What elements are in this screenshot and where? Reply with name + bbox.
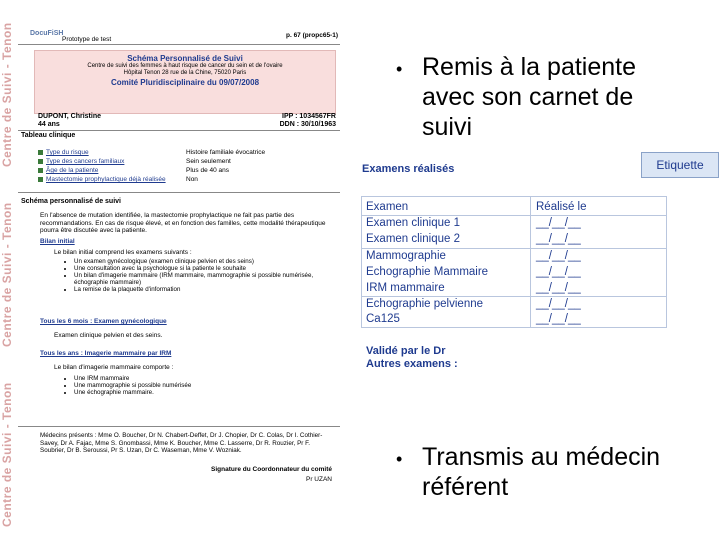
bullet-transmis — [396, 442, 716, 508]
table-row — [362, 296, 666, 312]
section-divider — [18, 192, 340, 193]
exam-date[interactable]: __/__/__ — [536, 266, 581, 278]
watermark-text: Centre de Suivi - Tenon — [0, 22, 14, 168]
table-row — [362, 311, 666, 327]
validation-block — [366, 345, 458, 371]
bullet-icon — [38, 150, 43, 155]
list-item: • Un examen gynécologique (examen clinique pelvien et des seins) — [74, 258, 330, 265]
annuel-list — [40, 375, 330, 396]
clinical-label[interactable]: Type des cancers familiaux — [46, 158, 125, 165]
annuel-section — [40, 350, 330, 396]
list-item: • Un bilan d'imagerie mammaire (IRM mammaire, mammographie si possible numérisée, échographie mammaire) — [74, 272, 330, 286]
exam-name: Examen clinique 1 — [366, 217, 460, 229]
patient-ipp: IPP : 1034567FR — [282, 113, 336, 120]
schema-document — [18, 28, 340, 533]
autres-examens-label: Autres examens : — [366, 358, 458, 370]
clinical-list — [38, 148, 338, 184]
watermark-text: Centre de Suivi - Tenon — [0, 382, 14, 528]
medecins-presents: Médecins présents : Mme O. Boucher, Dr N. Chabert-Deffet, Dr J. Chopier, Dr C. Colas, Dr I. Cothier-Savey, Dr A. Fajac, Mme S. Gnombassi, Mme K. Boucher, Mme C. Lasserre, Dr R. Rouzier, Pr F. Soubrier, Dr B. Seroussi, Pr S. Uzan, Dr C. Waseman, Mme V. Wozniak. — [40, 432, 323, 454]
exam-date[interactable]: __/__/__ — [536, 313, 581, 325]
clinical-value: Plus de 40 ans — [186, 167, 230, 174]
six-mois-title[interactable]: Tous les 6 mois : Examen gynécologique — [40, 318, 167, 325]
footer-divider — [18, 426, 340, 427]
exam-name: IRM mammaire — [366, 282, 445, 294]
bullet-remis — [396, 52, 716, 148]
clinical-value: Sein seulement — [186, 158, 231, 165]
exam-date[interactable]: __/__/__ — [536, 233, 581, 245]
table-row — [362, 231, 666, 247]
bullet-icon: • — [396, 449, 403, 469]
page-reference: p. 67 (propc65-1) — [285, 32, 338, 39]
bullet-text: Remis à la patiente avec son carnet de suivi — [422, 53, 637, 141]
exam-name: Examen clinique 2 — [366, 233, 460, 245]
bilan-title[interactable]: Bilan initial — [40, 238, 75, 245]
clinical-item — [38, 166, 338, 175]
bullet-text: Transmis au médecin référent — [422, 443, 661, 501]
schema-header-box — [34, 50, 336, 114]
list-item: • Une mammographie si possible numérisée — [74, 382, 330, 389]
list-item: • Une IRM mammaire — [74, 375, 330, 382]
list-item: • La remise de la plaquette d'information — [74, 286, 330, 293]
bullet-icon — [38, 168, 43, 173]
six-mois-section — [40, 318, 330, 339]
watermark-text: Centre de Suivi - Tenon — [0, 202, 14, 348]
exam-name: Mammographie — [366, 250, 446, 262]
bilan-section — [40, 238, 330, 293]
clinical-item — [38, 175, 338, 184]
hospital-address: Hôpital Tenon 28 rue de la Chine, 75020 Paris — [123, 70, 247, 76]
exam-date[interactable]: __/__/__ — [536, 282, 581, 294]
list-item: • Une échographie mammaire. — [74, 389, 330, 396]
bullet-icon — [38, 159, 43, 164]
exam-name: Ca125 — [366, 313, 400, 325]
schema-title: Schéma Personnalisé de Suivi — [127, 54, 243, 63]
committee-title: Comité Pluridisciplinaire du 09/07/2008 — [110, 78, 260, 87]
patient-ddn: DDN : 30/10/1963 — [279, 121, 336, 128]
exam-name: Echographie Mammaire — [366, 266, 489, 278]
signature-label: Signature du Coordonnateur du comité — [211, 466, 332, 473]
table-header — [362, 199, 666, 215]
bilan-text: Le bilan initial comprend les examens suivants : — [54, 248, 192, 256]
intro-paragraph: En l'absence de mutation identifiée, la mastectomie prophylactique ne fait pas partie des recommandations. En cas de risque élevé, et en fonction des familles, cette modalité thérapeutique pourra être discutée avec la patiente. — [40, 212, 326, 234]
patient-block — [38, 113, 336, 129]
col-header-date: Réalisé le — [536, 201, 587, 213]
header-divider — [18, 44, 340, 45]
patient-age: 44 ans — [38, 121, 60, 128]
clinical-item — [38, 157, 338, 166]
bullet-icon: • — [396, 59, 403, 79]
exam-date[interactable]: __/__/__ — [536, 250, 581, 262]
clinical-label[interactable]: Type du risque — [46, 149, 89, 156]
clinical-label[interactable]: Âge de la patiente — [46, 167, 99, 174]
bullet-icon — [38, 177, 43, 182]
annuel-text: Le bilan d'imagerie mammaire comporte : — [54, 363, 174, 371]
patient-name: DUPONT, Christine — [38, 113, 102, 120]
examens-table — [361, 196, 667, 328]
examens-title: Examens réalisés — [362, 163, 455, 175]
table-row — [362, 215, 666, 231]
document-logo: DocuFiSH — [30, 30, 64, 37]
signature-name: Pr UZAN — [306, 476, 332, 483]
clinical-value: Histoire familiale évocatrice — [186, 149, 266, 156]
table-row — [362, 280, 666, 296]
prototype-label: Prototype de test — [62, 36, 112, 43]
valide-label: Validé par le Dr — [366, 345, 446, 357]
table-row — [362, 248, 666, 264]
exam-date[interactable]: __/__/__ — [536, 298, 581, 310]
bilan-list — [40, 258, 330, 293]
table-row — [362, 264, 666, 280]
tableau-clinique-title: Tableau clinique — [21, 132, 76, 139]
six-mois-text: Examen clinique pelvien et des seins. — [54, 331, 163, 339]
schema-suivi-title: Schéma personnalisé de suivi — [21, 198, 121, 205]
exam-name: Echographie pelvienne — [366, 298, 484, 310]
patient-divider — [18, 130, 340, 131]
list-item: • Une consultation avec la psychologue si la patiente le souhaite — [74, 265, 330, 272]
schema-subtitle: Centre de suivi des femmes à haut risque de cancer du sein et de l'ovaire — [87, 63, 283, 69]
col-header-examen: Examen — [366, 201, 409, 213]
clinical-label[interactable]: Mastectomie prophylactique déjà réalisée — [46, 176, 166, 183]
annuel-title[interactable]: Tous les ans : Imagerie mammaire par IRM — [40, 350, 172, 357]
etiquette-box: Etiquette — [641, 152, 719, 178]
clinical-item — [38, 148, 338, 157]
clinical-value: Non — [186, 176, 198, 183]
exam-date[interactable]: __/__/__ — [536, 217, 581, 229]
